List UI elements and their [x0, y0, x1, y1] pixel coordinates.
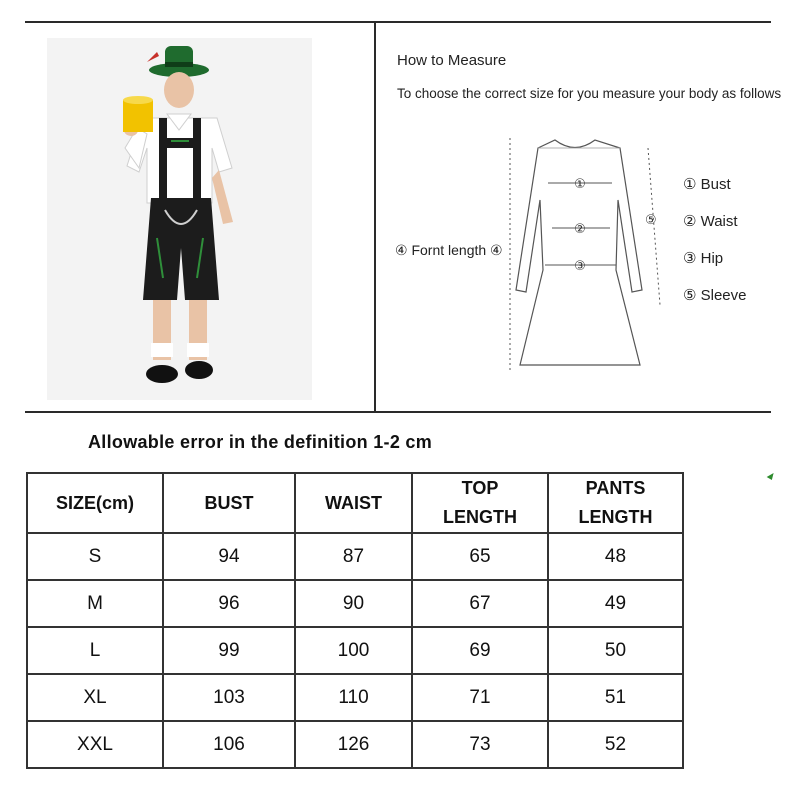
header-bust: BUST	[163, 473, 295, 533]
allowable-error-note: Allowable error in the definition 1-2 cm	[88, 432, 433, 452]
waist-cell: 126	[295, 721, 412, 768]
how-to-measure-title: How to Measure	[397, 52, 507, 69]
waist-cell: 87	[295, 533, 412, 580]
header-top-length: TOP LENGTH	[412, 473, 548, 533]
bust-cell: 94	[163, 533, 295, 580]
legend-sleeve: ⑤ Sleeve	[683, 287, 747, 304]
how-to-measure-subtitle: To choose the correct size for you measure your body as follows	[397, 86, 782, 101]
size-cell: XL	[27, 674, 163, 721]
table-row	[27, 721, 683, 768]
bust-cell: 96	[163, 580, 295, 627]
legend-bust: ① Bust	[683, 176, 731, 193]
front-length-label: ④ Fornt length ④	[395, 242, 503, 258]
sleeve-marker: ⑤	[645, 212, 657, 227]
top-length-cell: 67	[412, 580, 548, 627]
top-length-cell: 73	[412, 721, 548, 768]
legend-hip: ③ Hip	[683, 250, 724, 267]
size-cell: M	[27, 580, 163, 627]
table-header-row	[27, 473, 683, 533]
waist-cell: 100	[295, 627, 412, 674]
bust-marker: ①	[574, 176, 586, 191]
legend-waist: ② Waist	[683, 213, 738, 230]
lederhosen-model-illustration	[47, 38, 312, 400]
size-cell: L	[27, 627, 163, 674]
bust-cell: 99	[163, 627, 295, 674]
header-waist: WAIST	[295, 473, 412, 533]
vertical-divider	[374, 21, 376, 413]
table-row	[27, 580, 683, 627]
pants-length-cell: 51	[548, 674, 683, 721]
size-cell: S	[27, 533, 163, 580]
top-length-cell: 71	[412, 674, 548, 721]
waist-cell: 110	[295, 674, 412, 721]
beer-mug-icon	[123, 96, 153, 132]
bust-cell: 106	[163, 721, 295, 768]
size-cell: XXL	[27, 721, 163, 768]
product-photo	[47, 38, 312, 400]
hip-marker: ③	[574, 258, 586, 273]
table-row	[27, 627, 683, 674]
middle-divider	[25, 411, 771, 413]
table-row	[27, 533, 683, 580]
pants-length-cell: 52	[548, 721, 683, 768]
size-chart-table	[26, 472, 684, 769]
top-divider	[25, 21, 771, 23]
bust-cell: 103	[163, 674, 295, 721]
header-pants-length: PANTS LENGTH	[548, 473, 683, 533]
pants-length-cell: 48	[548, 533, 683, 580]
table-row	[27, 674, 683, 721]
waist-cell: 90	[295, 580, 412, 627]
header-size: SIZE(cm)	[27, 473, 163, 533]
pants-length-cell: 49	[548, 580, 683, 627]
top-length-cell: 65	[412, 533, 548, 580]
top-length-cell: 69	[412, 627, 548, 674]
waist-marker: ②	[574, 221, 586, 236]
green-mark-icon	[767, 471, 776, 480]
pants-length-cell: 50	[548, 627, 683, 674]
